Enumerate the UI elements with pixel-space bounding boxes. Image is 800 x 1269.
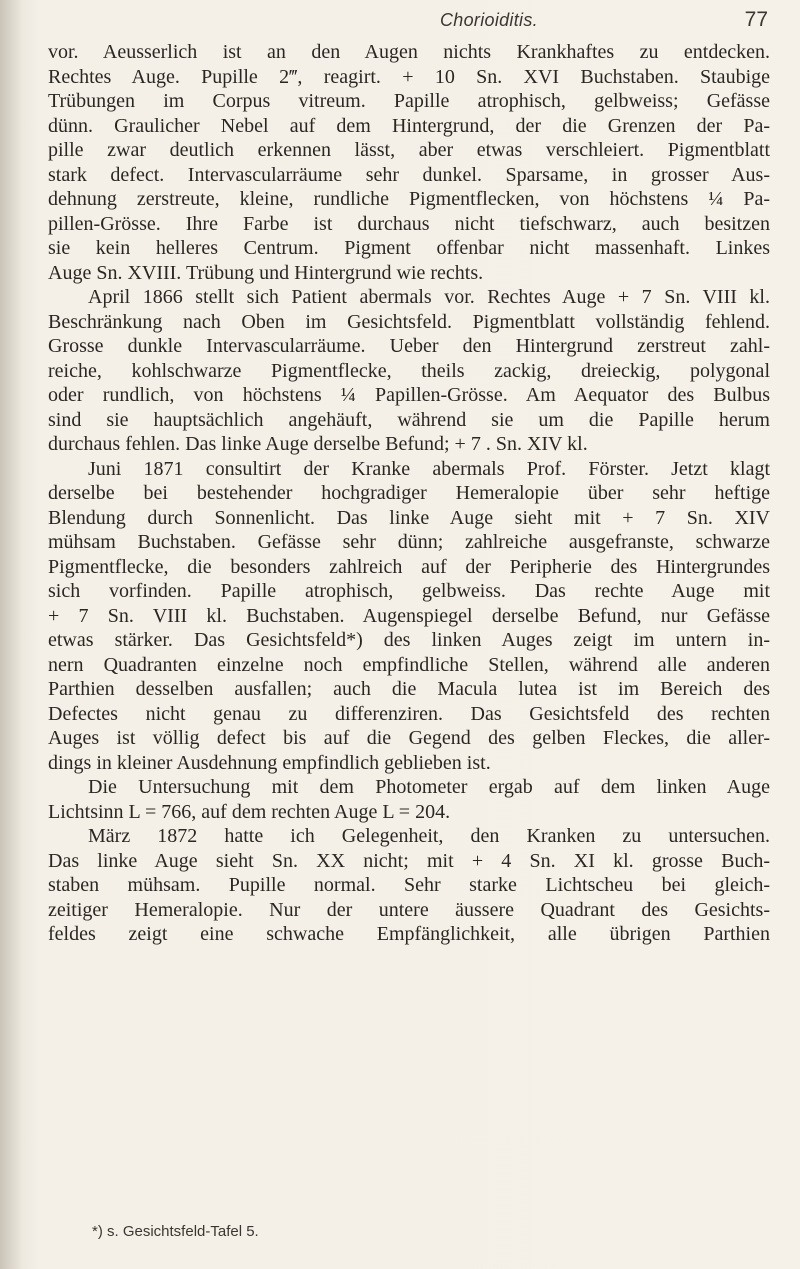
text-line: mühsam Buchstaben. Gefässe sehr dünn; zahlreiche ausgefranste, schwarze — [48, 531, 770, 553]
text-line: Pigmentflecke, die besonders zahlreich auf der Peripherie des Hintergrundes — [48, 555, 770, 578]
text-line: feldes zeigt eine schwache Empfänglichkeit, alle übrigen Parthien — [48, 923, 770, 945]
text-line: Juni 1871 consultirt der Kranke abermals Prof. Förster. Jetzt klagt — [88, 457, 770, 480]
text-line: März 1872 hatte ich Gelegenheit, den Kranken zu untersuchen. — [88, 825, 770, 847]
running-head: Chorioiditis. — [440, 10, 538, 30]
text-line: Trübungen im Corpus vitreum. Papille atrophisch, gelbweiss; Gefässe — [48, 90, 770, 112]
text-line: Beschränkung nach Oben im Gesichtsfeld. Pigmentblatt vollständig fehlend. — [48, 310, 770, 333]
text-line: staben mühsam. Pupille normal. Sehr starke Lichtscheu bei gleich- — [48, 874, 770, 896]
text-line: dünn. Graulicher Nebel auf dem Hintergrund, der die Grenzen der Pa- — [48, 114, 770, 137]
text-line: vor. Aeusserlich ist an den Augen nichts Krankhaftes zu entdecken. — [48, 41, 770, 63]
text-line: pillen-Grösse. Ihre Farbe ist durchaus nicht tiefschwarz, auch besitzen — [48, 212, 770, 235]
text-line: Auges ist völlig defect bis auf die Gegend des gelben Fleckes, die aller- — [48, 727, 770, 749]
page-gutter-shadow — [0, 0, 22, 1269]
text-line: nern Quadranten einzelne noch empfindliche Stellen, während alle anderen — [48, 653, 770, 676]
body-text — [48, 40, 770, 947]
text-line: oder rundlich, von höchstens ¼ Papillen-Grösse. Am Aequator des Bulbus — [48, 384, 770, 406]
text-line: Defectes nicht genau zu differenziren. Das Gesichtsfeld des rechten — [48, 702, 770, 725]
text-line: Grosse dunkle Intervascularräume. Ueber den Hintergrund zerstreut zahl- — [48, 335, 770, 357]
page-number: 77 — [744, 8, 768, 31]
text-line: Lichtsinn L = 766, auf dem rechten Auge L = 204. — [48, 800, 451, 823]
text-line: dings in kleiner Ausdehnung empfindlich geblieben ist. — [48, 751, 491, 774]
text-line: sie kein helleres Centrum. Pigment offenbar nicht massenhaft. Linkes — [48, 237, 770, 259]
page-header — [120, 8, 780, 36]
text-line: April 1866 stellt sich Patient abermals vor. Rechtes Auge + 7 Sn. VIII kl. — [88, 286, 770, 308]
text-line: derselbe bei bestehender hochgradiger Hemeralopie über sehr heftige — [48, 482, 770, 504]
text-line: stark defect. Intervascularräume sehr dunkel. Sparsame, in grosser Aus- — [48, 163, 770, 186]
footnote: *) s. Gesichtsfeld-Tafel 5. — [92, 1223, 259, 1240]
text-line: Das linke Auge sieht Sn. XX nicht; mit + 4 Sn. XI kl. grosse Buch- — [48, 849, 770, 872]
text-line: Auge Sn. XVIII. Trübung und Hintergrund wie rechts. — [48, 261, 484, 284]
text-line: etwas stärker. Das Gesichtsfeld*) des linken Auges zeigt im untern in- — [48, 629, 770, 651]
text-line: zeitiger Hemeralopie. Nur der untere äussere Quadrant des Gesichts- — [48, 898, 770, 921]
text-line: sich vorfinden. Papille atrophisch, gelbweiss. Das rechte Auge mit — [48, 580, 770, 602]
text-line: dehnung zerstreute, kleine, rundliche Pigmentflecken, von höchstens ¼ Pa- — [48, 188, 770, 210]
text-line: reiche, kohlschwarze Pigmentflecke, theils zackig, dreieckig, polygonal — [48, 359, 770, 382]
text-line: Blendung durch Sonnenlicht. Das linke Auge sieht mit + 7 Sn. XIV — [48, 506, 770, 529]
text-line: + 7 Sn. VIII kl. Buchstaben. Augenspiegel derselbe Befund, nur Gefässe — [48, 604, 770, 627]
text-line: pille zwar deutlich erkennen lässt, aber etwas verschleiert. Pigmentblatt — [48, 139, 770, 161]
text-line: Rechtes Auge. Pupille 2‴, reagirt. + 10 Sn. XVI Buchstaben. Staubige — [48, 65, 770, 88]
text-line: Parthien desselben ausfallen; auch die Macula lutea ist im Bereich des — [48, 678, 770, 700]
text-line: sind sie hauptsächlich angehäuft, während sie um die Papille herum — [48, 408, 770, 431]
text-line: durchaus fehlen. Das linke Auge derselbe Befund; + 7 . Sn. XIV kl. — [48, 433, 588, 455]
text-line: Die Untersuchung mit dem Photometer ergab auf dem linken Auge — [88, 776, 770, 798]
